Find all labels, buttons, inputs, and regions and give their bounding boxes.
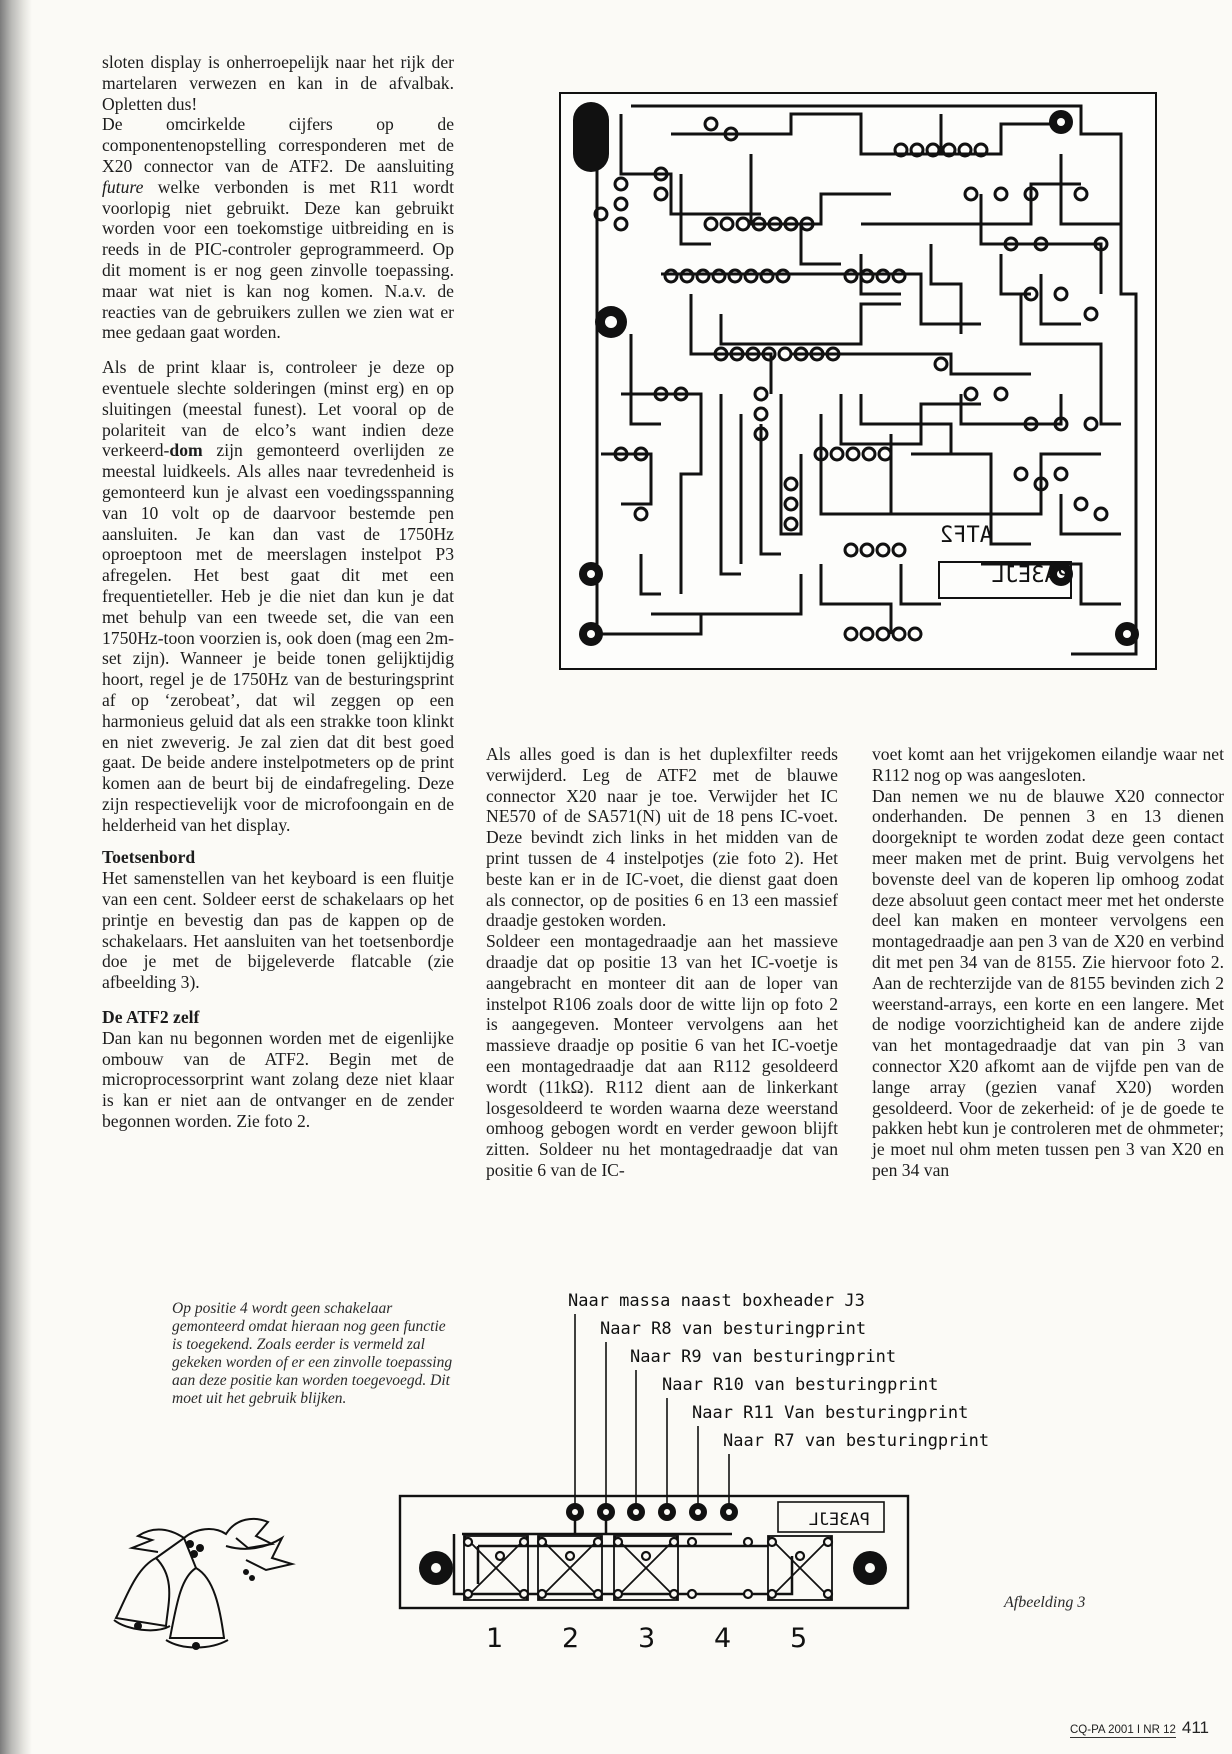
keyboard-wiring-diagram <box>392 1284 990 1664</box>
wire-label-2: Naar R8 van besturingprint <box>600 1319 867 1339</box>
mounting-hole <box>419 1551 887 1585</box>
paragraph: Dan kan nu begonnen worden met de eigenlijke ombouw van de ATF2. Begin met de microprocessorprint want zolang deze niet klaar is kan er niet aan de ontvanger en de zender begonnen worden. Zie foto 2. <box>102 1027 454 1132</box>
switch-number-3: 3 <box>638 1623 656 1654</box>
wire-label-1: Naar massa naast boxheader J3 <box>568 1291 865 1311</box>
connector-pads <box>566 1503 738 1521</box>
page-binding-shadow <box>0 0 32 1754</box>
paragraph: De omcirkelde cijfers op de componentenopstelling corresponderen met de X20 connector van de ATF2. De aansluiting future welke verbonden is met R11 wordt voorlopig niet gebruikt. Deze kan gebruikt worden voor een toekomstige uitbreiding en is reeds in de PIC-controler geprogrammeerd. Op dit moment is er nog geen zinvolle toepassing. maar wat niet is kan nog komen. N.a.v. de reacties van de gebruikers zullen we zien wat er mee gedaan gaat worden. <box>102 114 454 343</box>
future-term: future <box>102 176 144 197</box>
wire-label-4: Naar R10 van besturingprint <box>662 1375 939 1395</box>
pcb-traces <box>561 94 1155 668</box>
section-heading: Toetsenbord <box>102 847 196 868</box>
paragraph: Als de print klaar is, controleer je deze op eventuele slechte solderingen (minst erg) en op sluitingen (meestal funest). Let vooral op de polariteit van de elco’s want indien deze verkeerd-dom zijn gemonteerd overlijden ze meestal luidkeels. Als alles naar tevredenheid is gemonteerd kun je alvast een voedingsspanning van 10 volt op de daarvoor bestemde pen aansluiten. Je kan dan vast de 1750Hz oproeptoon met de meerslagen instelpot P3 afregelen. Het best gaat dit met een frequentieteller. Heb je die niet dan kun je dat met behulp van een tweede set, die van een 1750Hz-toon voorzien is, ook doen (mag een 2m-set zijn). Wanneer je beide tonen gelijktijdig hoort, regel je de 1750Hz van de besturingsprint af op ‘zerobeat’, dat wil zeggen op een harmonieus geluid dat als een strakke toon klinkt en niet zweverig. Je zal zien dat dit best goed gaat. De beide andere instelpotmeters op de print komen aan de beurt bij de eindafregeling. Deze zijn respectievelijk voor de microfoongain en de helderheid van het display. <box>102 357 454 835</box>
wire-label-3: Naar R9 van besturingprint <box>630 1347 897 1367</box>
magazine-issue: CQ-PA 2001 I NR 12 <box>1070 1724 1176 1736</box>
christmas-bells-icon <box>96 1508 296 1668</box>
switch-number-5: 5 <box>790 1623 808 1654</box>
page-footer <box>1070 1718 1209 1738</box>
switch-number-1: 1 <box>486 1623 504 1654</box>
figure-3-caption: Op positie 4 wordt geen schakelaar gemonteerd omdat hieraan nog geen functie is toegekend. Zoals eerder is vermeld zal gekeken worden of er een zinvolle toepassing aan deze positie kan worden toegevoegd. Dit moet uit het gebruik blijken. <box>172 1300 453 1407</box>
column-3 <box>872 744 1224 1181</box>
paragraph: Dan nemen we nu de blauwe X20 connector onderhanden. De pennen 3 en 13 dienen doorgeknipt te worden zodat deze geen contact meer maken met de print. Buig vervolgens het bovenste deel van de koperen lip omhoog zodat deze absoluut geen contact meer met het onderste deel kan maken en monteer vervolgens een montagedraadje aan pen 3 van de X20 en verbind dit met pen 34 van de 8155. Zie hiervoor foto 2. Aan de rechterzijde van de 8155 bevinden zich 2 weerstand-arrays, een korte en een langere. Met de nodige voorzichtigheid kan de andere zijde van het montagedraadje dat van pin 3 van connector X20 afkomt aan de vijfde pen van de lange array (gezien vanaf X20) worden gesoldeerd. Voor de zekerheid: of je de goede te pakken hebt kun je controleren met de ohmmeter; je moet nul ohm meten tussen pen 3 van X20 en pen 34 van <box>872 785 1224 1180</box>
paragraph: Als alles goed is dan is het duplexfilter reeds verwijderd. Leg de ATF2 met de blauwe connector X20 naar je toe. Verwijder het IC NE570 of de SA571(N) uit de 18 pens IC-voet. Deze bevindt zich links in het midden van de print tussen de 4 instelpotjes (zie foto 2). Het beste kan er in de IC-voet, die dienst gaat doen als connector, op de posities 6 en 13 een massief draadje gestoken worden. <box>486 744 838 931</box>
paragraph: Het samenstellen van het keyboard is een fluitje van een cent. Soldeer eerst de schakelaars op het printje en bevestig dan pas de kappen op de schakelaars. Het aansluiten van het toetsenbordje doe je met de bijgeleverde flatcable (zie afbeelding 3). <box>102 868 454 993</box>
switch-number-4: 4 <box>714 1623 732 1654</box>
page-number: 411 <box>1181 1718 1210 1737</box>
pcb-layout-figure <box>559 92 1157 670</box>
paragraph: Soldeer een montagedraadje aan het massieve draadje dat op positie 13 van het IC-voetje is aangebracht en monteer dit aan de loper van instelpot R106 zoals door de witte lijn op foto 2 is aangegeven. Monteer vervolgens aan het massieve draadje op positie 6 van het IC-voetje een montagedraadje dat aan R112 gesoldeerd wordt (11kΩ). R112 dient aan de linkerkant losgesoldeerd te worden waarna deze weerstand omhoog gebogen wordt en verder gewoon blijft zitten. Soldeer nu het montagedraadje dat van positie 6 van de IC- <box>486 931 838 1180</box>
board-label-pa3ejl: PA3EJL <box>808 1510 870 1530</box>
wire-label-6: Naar R7 van besturingprint <box>723 1431 990 1451</box>
section-heading: De ATF2 zelf <box>102 1007 200 1028</box>
switch-number-2: 2 <box>562 1623 580 1654</box>
paragraph: voet komt aan het vrijgekomen eilandje waar net R112 nog op was aangesloten. <box>872 744 1224 785</box>
column-1 <box>102 52 454 1132</box>
paragraph: sloten display is onherroepelijk naar het rijk der martelaren verwezen en kan in de afvalbak. Opletten dus! <box>102 52 454 114</box>
pcb-label-atf2: ATF2 <box>940 523 993 548</box>
bold-term: dom <box>169 440 203 461</box>
wire-label-5: Naar R11 Van besturingprint <box>692 1403 969 1423</box>
figure-3-label: Afbeelding 3 <box>1004 1594 1086 1611</box>
column-2 <box>486 744 838 1181</box>
pcb-label-pa3ejl: PA3EJL <box>991 563 1071 588</box>
